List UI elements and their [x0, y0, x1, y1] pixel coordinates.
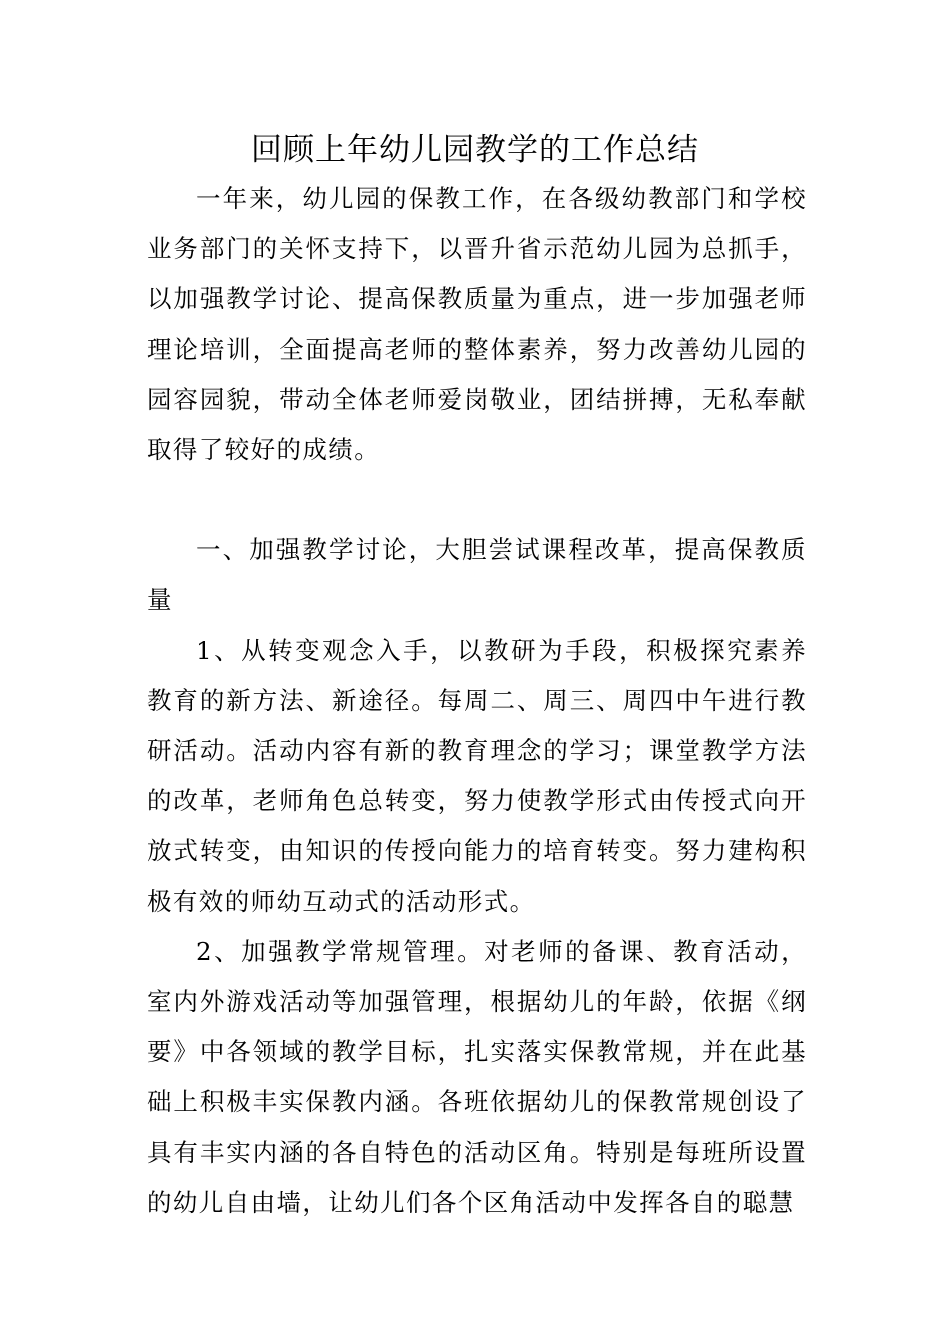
paragraph-spacer [147, 475, 807, 525]
intro-paragraph: 一年来，幼儿园的保教工作，在各级幼教部门和学校业务部门的关怀支持下，以晋升省示范幼儿园为总抓手，以加强教学讨论、提高保教质量为重点，进一步加强老师理论培训，全面提高老师的整体素养，努力改善幼儿园的园容园貌，带动全体老师爱岗敬业，团结拼搏，无私奉献取得了较好的成绩。 [147, 184, 807, 465]
item-2-paragraph: 2、加强教学常规管理。对老师的备课、教育活动，室内外游戏活动等加强管理，根据幼儿的年龄，依据《纲要》中各领域的教学目标，扎实落实保教常规，并在此基础上积极丰实保教内涵。各班依据幼儿的保教常规创设了具有丰实内涵的各自特色的活动区角。特别是每班所设置的幼儿自由墙，让幼儿们各个区角活动中发挥各自的聪慧 [147, 936, 807, 1217]
item-1-paragraph: 1、从转变观念入手，以教研为手段，积极探究素养教育的新方法、新途径。每周二、周三、周四中午进行教研活动。活动内容有新的教育理念的学习；课堂教学方法的改革，老师角色总转变，努力使教学形式由传授式向开放式转变，由知识的传授向能力的培育转变。努力建构积极有效的师幼互动式的活动形式。 [147, 635, 807, 916]
document-title: 回顾上年幼儿园教学的工作总结 [251, 132, 699, 168]
document-body [147, 174, 807, 1228]
section-1-heading: 一、加强教学讨论，大胆尝试课程改革，提高保教质量 [147, 535, 807, 615]
